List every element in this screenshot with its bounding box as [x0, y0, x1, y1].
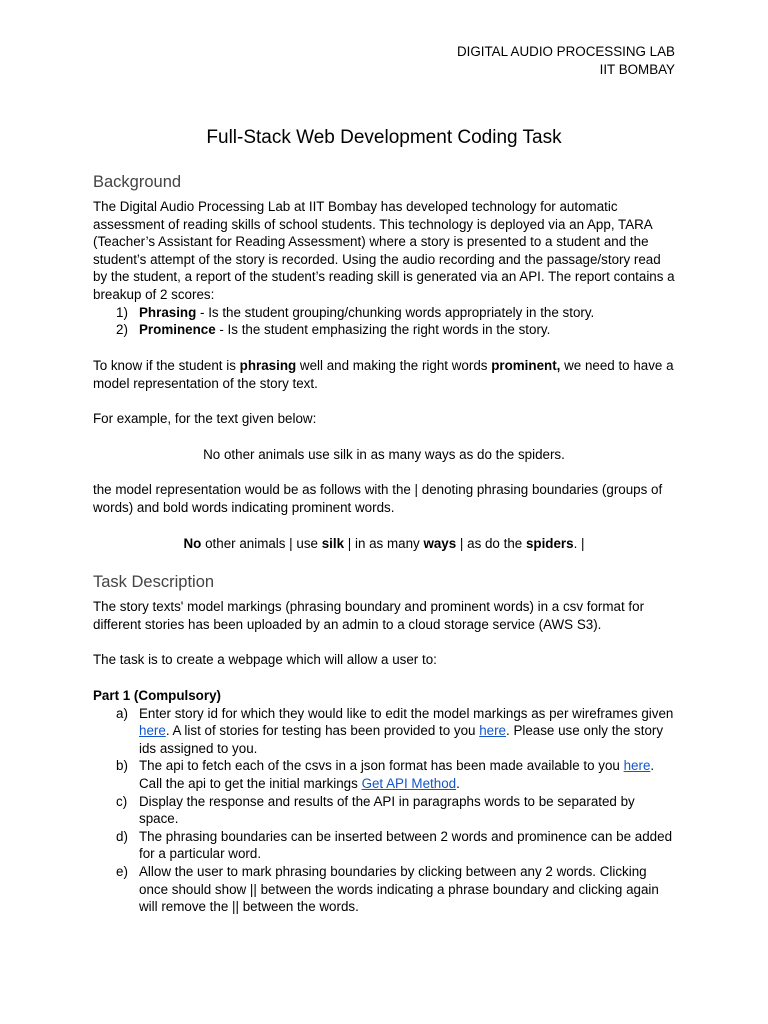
text-run: . Call the api to get the initial markings	[139, 758, 655, 791]
text-run: Allow the user to mark phrasing boundaries by clicking between any 2 words. Clicking once should show || between the words indicating a phrase boundary and clicking again will remove the || between the words.	[139, 863, 659, 915]
bold-term: phrasing	[239, 358, 297, 373]
score-desc: - Is the student grouping/chunking words appropriately in the story.	[196, 304, 595, 320]
example-intro: For example, for the text given below:	[93, 411, 317, 426]
task-item-b	[93, 757, 675, 792]
task-item-d	[93, 828, 675, 863]
wireframes-link[interactable]: here	[139, 723, 166, 739]
score-item-prominence	[93, 321, 675, 339]
lab-name: DIGITAL AUDIO PROCESSING LAB	[456, 44, 675, 59]
list-marker: a)	[116, 705, 128, 721]
institute-name: IIT BOMBAY	[599, 61, 675, 77]
prominent-word: spiders	[525, 536, 574, 551]
example-sentence: No other animals use silk in as many ways as do the spiders.	[203, 447, 565, 462]
text-run: The phrasing boundaries can be inserted between 2 words and prominence can be added for a particular word.	[139, 828, 673, 862]
text-run: The api to fetch each of the csvs in a json format has been made available to you	[139, 758, 624, 774]
text-run: | as do the	[456, 536, 526, 551]
text-run: other animals | use	[201, 536, 322, 551]
task-item-e	[93, 863, 675, 916]
list-marker: 1)	[116, 304, 128, 320]
text-run: . |	[573, 536, 585, 551]
prominent-word: No	[183, 536, 202, 551]
model-intro-paragraph: the model representation would be as follows with the | denoting phrasing boundaries (groups of words) and bold words indicating prominent words.	[93, 482, 663, 515]
text-run: . Please use only the story ids assigned to you.	[139, 723, 664, 756]
text-run: we need to have a model representation of the story text.	[93, 358, 674, 391]
background-paragraph: The Digital Audio Processing Lab at IIT Bombay has developed technology for automatic assessment of reading skills of school students. This technology is deployed via an App, TARA (Teacher’s Assistant for Reading Assessment) where a story is presented to a student and the student’s attempt of the story is recorded. Using the audio recording and the passage/story read by the student, a report of the student’s reading skill is generated via an API. The report contains a breakup of 2 scores:	[93, 199, 675, 302]
part1-section	[93, 687, 675, 916]
prominent-word: silk	[321, 536, 345, 551]
score-term: Phrasing	[139, 304, 197, 320]
part1-heading: Part 1 (Compulsory)	[93, 688, 221, 703]
model-representation	[93, 535, 675, 553]
score-desc: - Is the student emphasizing the right words in the story.	[215, 322, 551, 338]
background-section	[93, 198, 675, 339]
part1-list	[93, 705, 675, 916]
task-item-a	[93, 705, 675, 758]
text-run: .	[456, 775, 460, 791]
stories-list-link[interactable]: here	[479, 723, 506, 739]
text-run: Display the response and results of the API in paragraphs words to be separated by space.	[139, 793, 635, 827]
score-item-phrasing	[93, 304, 675, 322]
task-paragraph-2: The task is to create a webpage which will allow a user to:	[93, 652, 437, 667]
model-need-paragraph	[93, 357, 675, 392]
score-term: Prominence	[139, 322, 216, 338]
text-run: . A list of stories for testing has been provided to you	[165, 723, 480, 739]
background-heading: Background	[93, 173, 182, 191]
task-item-c	[93, 793, 675, 828]
text-run: | in as many	[344, 536, 424, 551]
list-marker: 2)	[116, 322, 128, 338]
list-marker: e)	[116, 863, 128, 879]
text-run: Enter story id for which they would like to edit the model markings as per wireframes given	[139, 705, 674, 721]
api-link[interactable]: here	[623, 758, 651, 774]
bold-term: prominent,	[491, 358, 561, 373]
lab-header	[93, 43, 675, 78]
score-list	[93, 304, 675, 339]
task-paragraph-1: The story texts' model markings (phrasing boundary and prominent words) in a csv format for different stories has been uploaded by an admin to a cloud storage service (AWS S3).	[93, 599, 645, 632]
text-run: To know if the student is	[93, 358, 240, 373]
get-api-method-link[interactable]: Get API Method	[361, 775, 457, 791]
document-title: Full-Stack Web Development Coding Task	[206, 127, 562, 148]
prominent-word: ways	[423, 536, 457, 551]
list-marker: c)	[116, 793, 128, 809]
text-run: well and making the right words	[296, 358, 492, 373]
task-heading: Task Description	[93, 573, 215, 591]
list-marker: b)	[116, 758, 128, 774]
list-marker: d)	[116, 828, 128, 844]
